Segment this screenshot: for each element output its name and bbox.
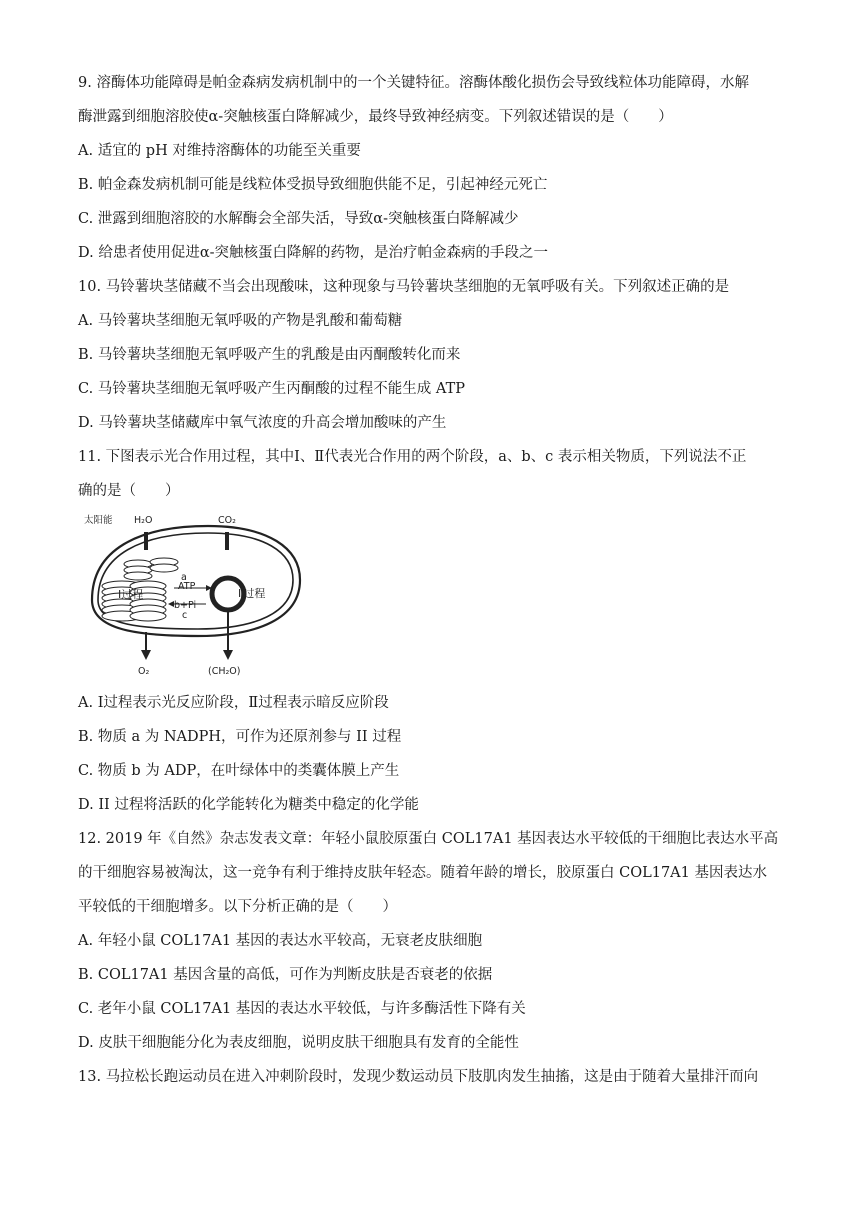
label-o2: O₂: [138, 666, 150, 677]
q10-option-b: B. 马铃薯块茎细胞无氧呼吸产生的乳酸是由丙酮酸转化而来: [78, 347, 461, 363]
q10-stem-line-1: 10. 马铃薯块茎储藏不当会出现酸味，这种现象与马铃薯块茎细胞的无氧呼吸有关。下列叙述正确的是: [78, 279, 730, 295]
q12-option-c: C. 老年小鼠 COL17A1 基因的表达水平较低，与许多酶活性下降有关: [78, 1001, 526, 1017]
q10-option-c: C. 马铃薯块茎细胞无氧呼吸产生丙酮酸的过程不能生成 ATP: [78, 381, 466, 397]
grana-stack-back: [124, 558, 178, 580]
q9-option-a: A. 适宜的 pH 对维持溶酶体的功能至关重要: [78, 143, 361, 159]
q12-option-a: A. 年轻小鼠 COL17A1 基因的表达水平较高，无衰老皮肤细胞: [78, 933, 483, 949]
q10-option-d: D. 马铃薯块茎储藏库中氧气浓度的升高会增加酸味的产生: [78, 415, 447, 431]
o2-output-arrow: [141, 650, 151, 660]
label-stage-1: Ⅰ过程: [118, 588, 144, 601]
q11-option-c: C. 物质 b 为 ADP，在叶绿体中的类囊体膜上产生: [78, 763, 400, 779]
q11-option-d: D. II 过程将活跃的化学能转化为糖类中稳定的化学能: [78, 797, 419, 813]
label-ch2o: (CH₂O): [208, 666, 241, 677]
q12-option-b: B. COL17A1 基因含量的高低，可作为判断皮肤是否衰老的依据: [78, 967, 493, 983]
q12-option-d: D. 皮肤干细胞能分化为表皮细胞，说明皮肤干细胞具有发育的全能性: [78, 1035, 519, 1051]
label-b-pi: b+Pi: [174, 600, 197, 611]
h2o-input-bar: [144, 532, 148, 550]
q12-stem-line-2: 的干细胞容易被淘汰，这一竞争有利于维持皮肤年轻态。随着年龄的增长，胶原蛋白 COL17A1 基因表达水: [78, 865, 767, 881]
q13-stem-line-1: 13. 马拉松长跑运动员在进入冲刺阶段时，发现少数运动员下肢肌肉发生抽搐，这是由于随着大量排汗而向: [78, 1069, 759, 1085]
q9-option-d: D. 给患者使用促进α-突触核蛋白降解的药物，是治疗帕金森病的手段之一: [78, 245, 549, 261]
label-co2: CO₂: [218, 515, 236, 526]
co2-input-bar: [225, 532, 229, 550]
ch2o-output-arrow: [223, 650, 233, 660]
q10-option-a: A. 马铃薯块茎细胞无氧呼吸的产物是乳酸和葡萄糖: [78, 313, 403, 329]
q12-stem-line-3: 平较低的干细胞增多。以下分析正确的是（ ）: [78, 899, 397, 915]
label-c: c: [182, 610, 188, 621]
q11-stem-line-2: 确的是（ ）: [78, 483, 180, 499]
label-h2o: H₂O: [134, 515, 153, 526]
q9-option-c: C. 泄露到细胞溶胶的水解酶会全部失活，导致α-突触核蛋白降解减少: [78, 211, 519, 227]
photosynthesis-diagram: [78, 508, 308, 680]
q11-stem-line-1: 11. 下图表示光合作用过程，其中Ⅰ、Ⅱ代表光合作用的两个阶段，a、b、c 表示相关物质，下列说法不正: [78, 449, 747, 465]
q9-stem-line-2: 酶泄露到细胞溶胶使α-突触核蛋白降解减少，最终导致神经病变。下列叙述错误的是（ ）: [78, 109, 673, 125]
q9-stem-line-1: 9. 溶酶体功能障碍是帕金森病发病机制中的一个关键特征。溶酶体酸化损伤会导致线粒体功能障碍，水解: [78, 75, 749, 91]
label-stage-2: Ⅱ过程: [238, 587, 266, 600]
label-atp: ATP: [178, 581, 196, 592]
label-sun: 太阳能: [84, 515, 113, 526]
label-a: a: [181, 572, 187, 583]
q11-option-a: A. Ⅰ过程表示光反应阶段，Ⅱ过程表示暗反应阶段: [78, 695, 389, 711]
grana-stack-front: [102, 581, 166, 621]
q9-option-b: B. 帕金森发病机制可能是线粒体受损导致细胞供能不足，引起神经元死亡: [78, 177, 548, 193]
q12-stem-line-1: 12. 2019 年《自然》杂志发表文章：年轻小鼠胶原蛋白 COL17A1 基因表达水平较低的干细胞比表达水平高: [78, 831, 779, 847]
q11-option-b: B. 物质 a 为 NADPH，可作为还原剂参与 II 过程: [78, 729, 402, 745]
